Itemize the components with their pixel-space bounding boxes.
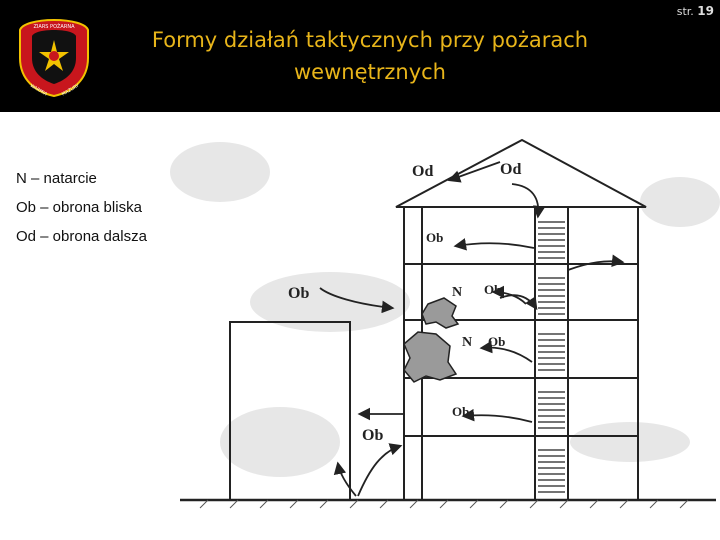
- legend-item-obrona-dalsza: Od – obrona dalsza: [16, 228, 147, 245]
- label-ob-neighbor: Ob: [288, 285, 310, 302]
- tactical-building-diagram: [160, 112, 720, 540]
- label-od-left: Od: [412, 163, 434, 180]
- logo-text-top: ZIARS POŻARNA: [33, 24, 75, 30]
- label-n-upper: N: [452, 285, 463, 300]
- label-ob-upper: Ob: [484, 282, 502, 297]
- page-number-value: 19: [697, 4, 714, 18]
- fire-area-upper: [422, 298, 458, 328]
- logo-text-bottom-left: WARMIA: [28, 83, 48, 98]
- page-number: [677, 4, 714, 18]
- page-prefix: str.: [676, 5, 694, 18]
- label-ob-attic: Ob: [426, 230, 444, 245]
- legend-item-obrona-bliska: Ob – obrona bliska: [16, 199, 142, 216]
- label-ob-lower: Ob: [488, 334, 506, 349]
- logo-text-bottom-right: MAZURY: [61, 83, 81, 98]
- label-ob-ground-floor: Ob: [452, 404, 470, 419]
- slide-title: [120, 24, 620, 88]
- legend-item-natarcie: N – natarcie: [16, 170, 97, 187]
- fire-brigade-logo: [16, 18, 92, 98]
- header-bar: [0, 0, 720, 112]
- legend: [16, 164, 147, 251]
- title-line-1: Formy działań taktycznych przy pożarach: [151, 28, 589, 52]
- staircase: [538, 222, 565, 492]
- title-line-2: wewnętrznych: [294, 60, 446, 84]
- fire-area-lower: [404, 332, 456, 382]
- label-od-right: Od: [500, 161, 522, 178]
- label-n-lower: N: [462, 335, 473, 350]
- label-ob-ground: Ob: [362, 427, 384, 444]
